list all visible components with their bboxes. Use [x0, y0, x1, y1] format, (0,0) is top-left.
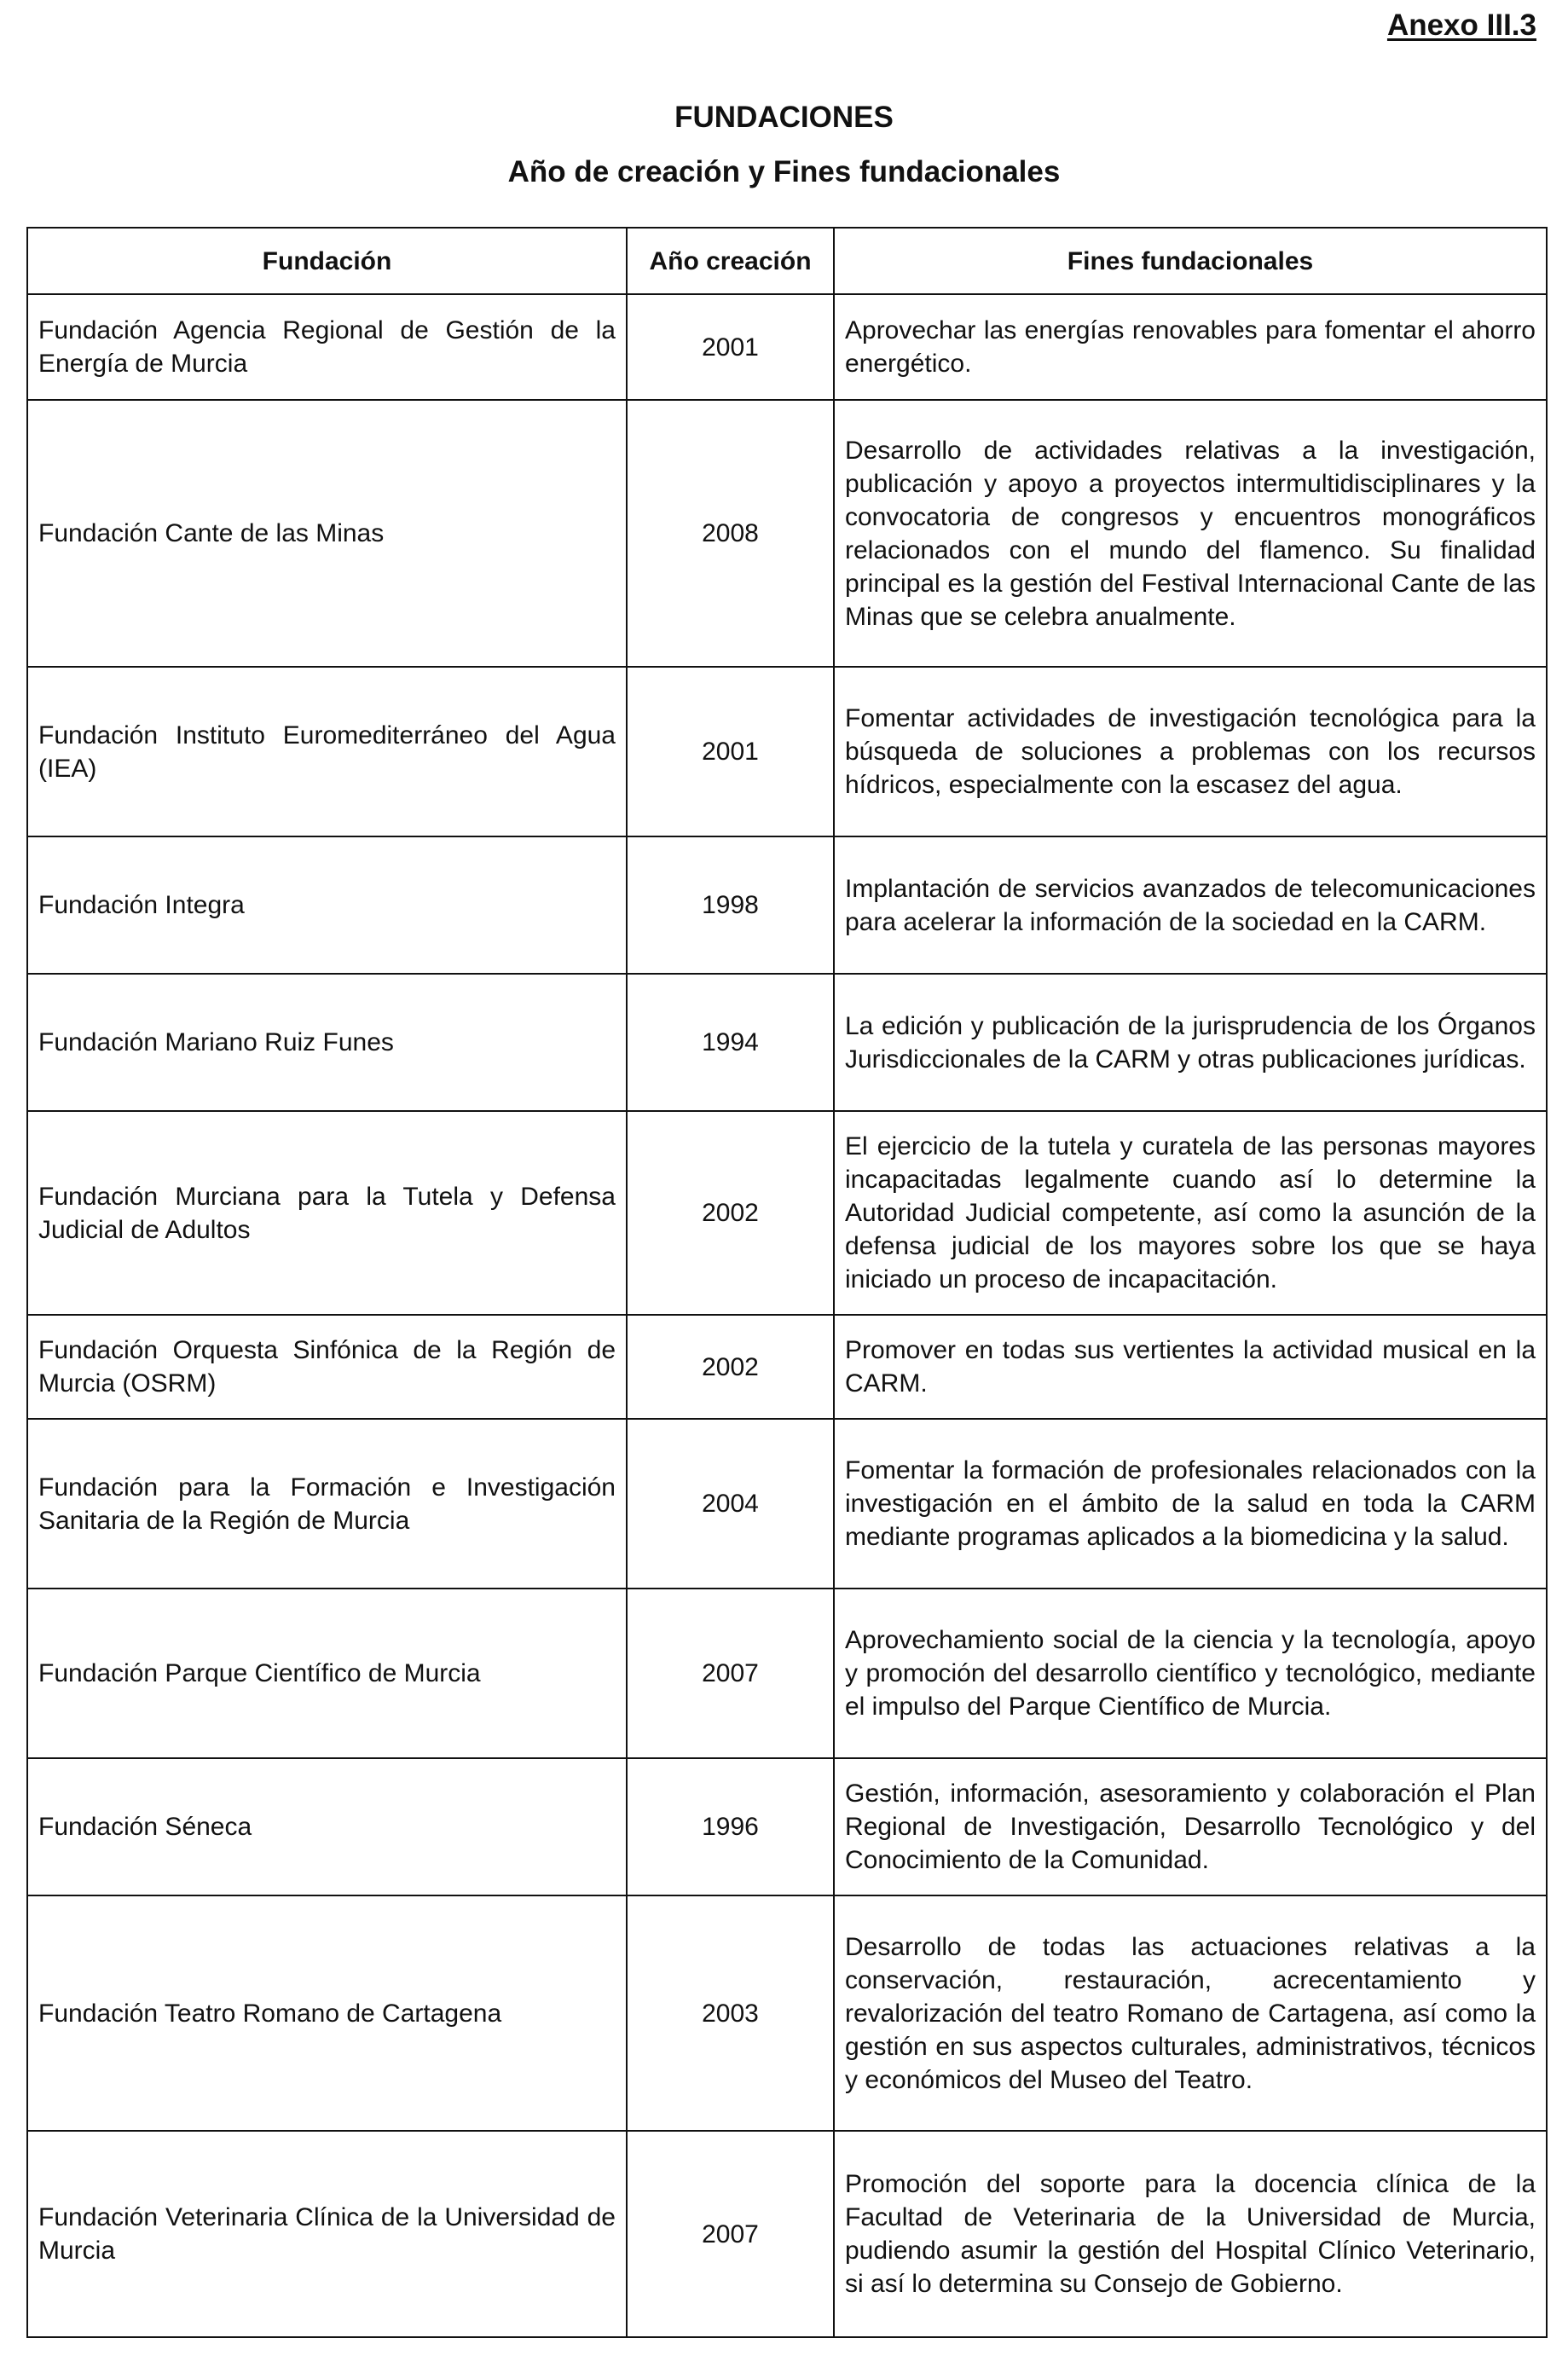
foundation-purpose: Promover en todas sus vertientes la actividad musical en la CARM.: [834, 1315, 1547, 1419]
creation-year: 2002: [627, 1111, 834, 1315]
column-header-foundation: Fundación: [27, 228, 627, 294]
foundation-name: Fundación Veterinaria Clínica de la Universidad de Murcia: [27, 2131, 627, 2337]
page-subtitle: Año de creación y Fines fundacionales: [507, 155, 1061, 188]
foundation-name: Fundación Orquesta Sinfónica de la Región de Murcia (OSRM): [27, 1315, 627, 1419]
foundation-purpose: Fomentar actividades de investigación tecnológica para la búsqueda de soluciones a problemas con los recursos hídricos, especialmente con la escasez del agua.: [834, 667, 1547, 836]
foundation-purpose: Fomentar la formación de profesionales relacionados con la investigación en el ámbito de la salud en toda la CARM mediante programas aplicados a la biomedicina y la salud.: [834, 1419, 1547, 1589]
table-row: [27, 1589, 1547, 1758]
table-row: [27, 974, 1547, 1111]
table-row: [27, 1758, 1547, 1895]
foundations-table: [26, 227, 1548, 2338]
page-title: FUNDACIONES: [674, 101, 894, 134]
table-row: [27, 1419, 1547, 1589]
foundation-name: Fundación Agencia Regional de Gestión de la Energía de Murcia: [27, 294, 627, 400]
foundation-purpose: Implantación de servicios avanzados de telecomunicaciones para acelerar la información de la sociedad en la CARM.: [834, 836, 1547, 974]
column-header-year: Año creación: [627, 228, 834, 294]
foundation-purpose: El ejercicio de la tutela y curatela de las personas mayores incapacitadas legalmente cuando así lo determine la Autoridad Judicial competente, así como la asunción de la defensa judicial de los mayores sobre los que se haya iniciado un proceso de incapacitación.: [834, 1111, 1547, 1315]
table-row: [27, 2131, 1547, 2337]
table-row: [27, 1315, 1547, 1419]
foundation-name: Fundación para la Formación e Investigación Sanitaria de la Región de Murcia: [27, 1419, 627, 1589]
table-row: [27, 294, 1547, 400]
annex-label: Anexo III.3: [1386, 9, 1536, 42]
foundation-purpose: Promoción del soporte para la docencia clínica de la Facultad de Veterinaria de la Universidad de Murcia, pudiendo asumir la gestión del Hospital Clínico Veterinario, si así lo determina su Consejo de Gobierno.: [834, 2131, 1547, 2337]
creation-year: 2007: [627, 1589, 834, 1758]
foundation-purpose: Aprovechar las energías renovables para fomentar el ahorro energético.: [834, 294, 1547, 400]
foundation-name: Fundación Murciana para la Tutela y Defensa Judicial de Adultos: [27, 1111, 627, 1315]
foundation-purpose: Gestión, información, asesoramiento y colaboración el Plan Regional de Investigación, Desarrollo Tecnológico y del Conocimiento de la Comunidad.: [834, 1758, 1547, 1895]
table-row: [27, 400, 1547, 667]
foundation-name: Fundación Mariano Ruiz Funes: [27, 974, 627, 1111]
creation-year: 1994: [627, 974, 834, 1111]
foundation-purpose: Desarrollo de actividades relativas a la investigación, publicación y apoyo a proyectos intermultidisciplinares y la convocatoria de congresos y encuentros monográficos relacionados con el mundo del flamenco. Su finalidad principal es la gestión del Festival Internacional Cante de las Minas que se celebra anualmente.: [834, 400, 1547, 667]
table-row: [27, 667, 1547, 836]
foundation-name: Fundación Séneca: [27, 1758, 627, 1895]
foundation-name: Fundación Instituto Euromediterráneo del Agua (IEA): [27, 667, 627, 836]
table-row: [27, 1111, 1547, 1315]
creation-year: 2002: [627, 1315, 834, 1419]
foundation-name: Fundación Teatro Romano de Cartagena: [27, 1895, 627, 2131]
table-header-row: [27, 228, 1547, 294]
foundation-purpose: La edición y publicación de la jurisprudencia de los Órganos Jurisdiccionales de la CARM y otras publicaciones jurídicas.: [834, 974, 1547, 1111]
foundation-name: Fundación Integra: [27, 836, 627, 974]
creation-year: 1996: [627, 1758, 834, 1895]
foundation-purpose: Desarrollo de todas las actuaciones relativas a la conservación, restauración, acrecentamiento y revalorización del teatro Romano de Cartagena, así como la gestión en sus aspectos culturales, administrativos, técnicos y económicos del Museo del Teatro.: [834, 1895, 1547, 2131]
creation-year: 2001: [627, 294, 834, 400]
table-row: [27, 836, 1547, 974]
creation-year: 2008: [627, 400, 834, 667]
foundation-name: Fundación Parque Científico de Murcia: [27, 1589, 627, 1758]
foundation-name: Fundación Cante de las Minas: [27, 400, 627, 667]
creation-year: 2001: [627, 667, 834, 836]
creation-year: 2004: [627, 1419, 834, 1589]
creation-year: 1998: [627, 836, 834, 974]
creation-year: 2007: [627, 2131, 834, 2337]
creation-year: 2003: [627, 1895, 834, 2131]
foundation-purpose: Aprovechamiento social de la ciencia y la tecnología, apoyo y promoción del desarrollo científico y tecnológico, mediante el impulso del Parque Científico de Murcia.: [834, 1589, 1547, 1758]
table-row: [27, 1895, 1547, 2131]
column-header-purposes: Fines fundacionales: [834, 228, 1547, 294]
